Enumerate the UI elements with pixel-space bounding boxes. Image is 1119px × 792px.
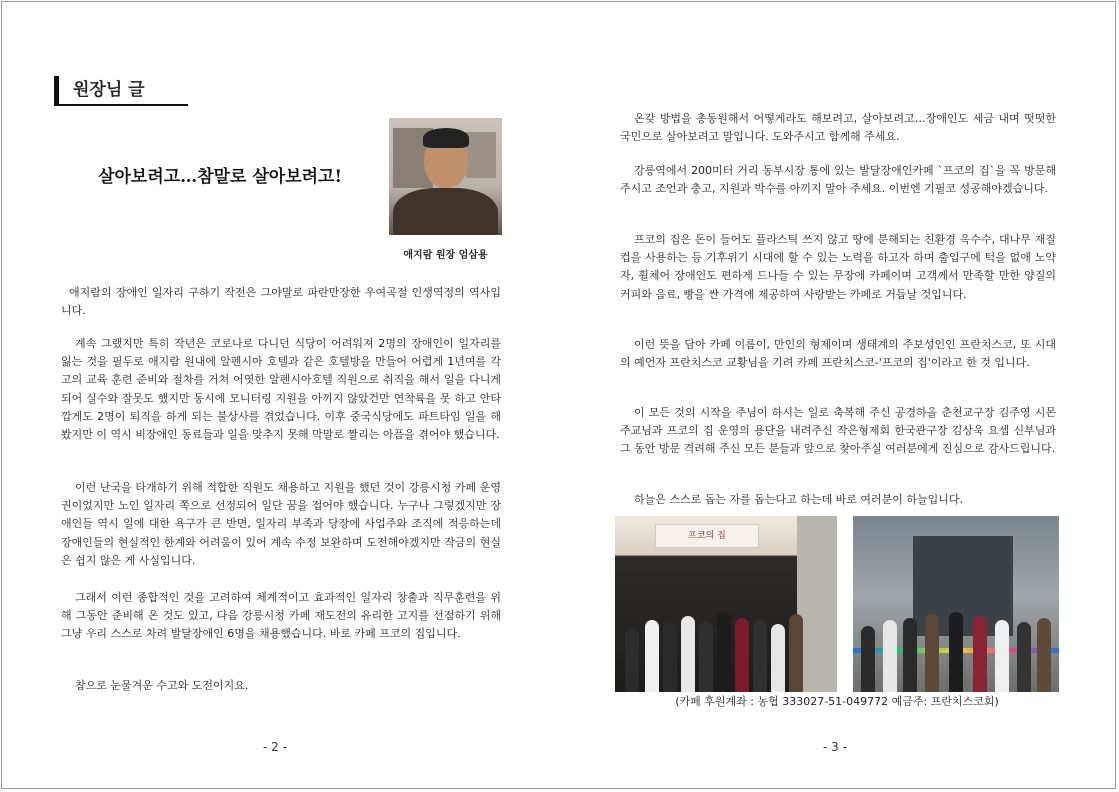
paragraph: 하늘은 스스로 돕는 자를 돕는다고 하는데 바로 여러분이 하늘입니다. <box>634 493 963 506</box>
person <box>861 626 875 692</box>
person <box>903 618 917 692</box>
person <box>625 628 639 692</box>
paragraph: 이런 난국을 타개하기 위해 적합한 직원도 채용하고 지원을 했던 것이 강릉시청 카페 운영권이었지만 노인 일자리 쪽으로 선정되어 일단 꿈을 접어야 했습니다. 누구나 그렇겠지만 장애인들 역시 일에 대한 욕구가 큰 반면, 일자리 부족과 당장에 사업주와 조직에 적응하는데 장애인들의 현실적인 한계와 어려움이 있어 계속 수정 보완하며 도전해야겠지만 작금의 현실은 쉽지 않은 게 사실입니다. <box>61 481 501 567</box>
main-title: 살아보려고…참말로 살아보려고! <box>98 167 342 187</box>
portrait-caption: 애지람 원장 엄삼용 <box>403 250 488 261</box>
cafe-sign: 프코의 집 <box>655 524 759 548</box>
person <box>681 616 695 692</box>
person <box>645 620 659 692</box>
person <box>717 612 731 692</box>
person <box>1037 618 1051 692</box>
paragraph: 이 모든 것의 시작을 주님이 하시는 일로 축복해 주신 공경하올 춘천교구장 김주영 시몬 주교님과 프코의 집 운영의 용단을 내려주신 작은형제회 한국관구장 김상욱 요셉 신부님과 그 동안 방문 격려해 주신 모든 분들과 앞으로 찾아주실 여러분에게 진심으로 감사드립니다. <box>620 406 1056 456</box>
storefront-building <box>797 516 837 692</box>
person <box>973 616 987 692</box>
paragraph: 그래서 이런 종합적인 것을 고려하여 체계적이고 효과적인 일자리 창출과 직무훈련을 위해 그동안 준비해 온 것도 있고, 다음 강릉시청 카페 재도전의 유리한 고지를 선점하기 위해 그냥 우리 스스로 차려 발달장애인 6명을 채용했습니다. 바로 카페 프코의 집입니다. <box>61 591 501 641</box>
person <box>753 620 767 692</box>
portrait-hair <box>423 128 469 148</box>
person <box>663 622 677 692</box>
paragraph: 온갖 방법을 총동원해서 어떻게라도 해보려고, 살아보려고…장애인도 세금 내며 떳떳한 국민으로 살아보려고 말입니다. 도와주시고 함께해 주세요. <box>620 112 1056 144</box>
paragraph: 프코의 집은 돈이 들어도 플라스틱 쓰지 않고 땅에 분해되는 친환경 옥수수, 대나무 재질 컵을 사용하는 등 기후위기 시대에 할 수 있는 노력을 하고자 하며 출입구에 턱을 없애 노약자, 휠체어 장애인도 편하게 드나들 수 있는 무장애 카페이며 고객께서 만족할 만한 양질의 커피와 음료, 빵을 싼 가격에 제공하여 사랑받는 카페로 거듭날 것입니다. <box>620 233 1056 301</box>
person <box>949 612 963 692</box>
person <box>925 614 939 692</box>
paragraph: 계속 그랬지만 특히 작년은 코로나로 다니던 식당이 어려워져 2명의 장애인이 일자리를 잃는 것을 필두로 애지람 원내에 알펜시아 호텔과 같은 호텔방을 만들어 어렵게 1년여를 각고의 교육 훈련 준비와 절차를 거쳐 어엿한 알펜시아호텔 직원으로 취직을 해서 일을 다니게 되어 실수와 잘못도 했지만 동시에 모니터링 지원을 아끼지 않았건만 연착륙을 못 하고 안타깝게도 2명이 퇴직을 하게 되는 불상사를 겪었습니다. 이후 중국식당에도 파트타임 일을 해봤지만 이 역시 비장애인 동료들과 일을 맞추지 못해 막말로 짤리는 아픔을 겪어야 했습니다. <box>61 337 501 442</box>
person <box>995 620 1009 692</box>
paragraph: 이런 뜻을 담아 카페 이름이, 만인의 형제이며 생태계의 주보성인인 프란치스코, 또 시대의 예언자 프란치스코 교황님을 기려 카페 프란치스코-'프코의 집'이라고 한 것 입니다. <box>620 338 1056 370</box>
portrait-robe <box>393 188 498 235</box>
person <box>699 622 713 692</box>
paragraph: 참으로 눈물겨운 수고와 도전이지요. <box>75 679 249 692</box>
person <box>735 618 749 692</box>
ribbon-cutting-photo <box>853 516 1059 692</box>
portrait-background-window <box>466 132 496 178</box>
paragraph: 강릉역에서 200미터 거리 동부시장 통에 있는 발달장애인카페 `프코의 집`을 꼭 방문해 주시고 조언과 충고, 지원과 박수를 아끼지 말아 주세요. 이번엔 기필코 성공해야겠습니다. <box>620 164 1056 196</box>
cafe-storefront-photo <box>615 516 837 692</box>
section-title: 원장님 글 <box>54 76 188 106</box>
person <box>771 624 785 692</box>
person <box>1017 622 1031 692</box>
donation-account-caption: (카페 후원계좌 : 농협 333027-51-049772 예금주: 프란치스코회) <box>675 695 999 708</box>
person <box>883 620 897 692</box>
page-number-left: - 2 - <box>263 740 287 754</box>
director-portrait <box>389 118 502 235</box>
paragraph: 애지람의 장애인 일자리 구하기 작전은 그야말로 파란만장한 우여곡절 인생역정의 역사입니다. <box>61 286 501 318</box>
person <box>789 614 803 692</box>
page-number-right: - 3 - <box>823 740 847 754</box>
